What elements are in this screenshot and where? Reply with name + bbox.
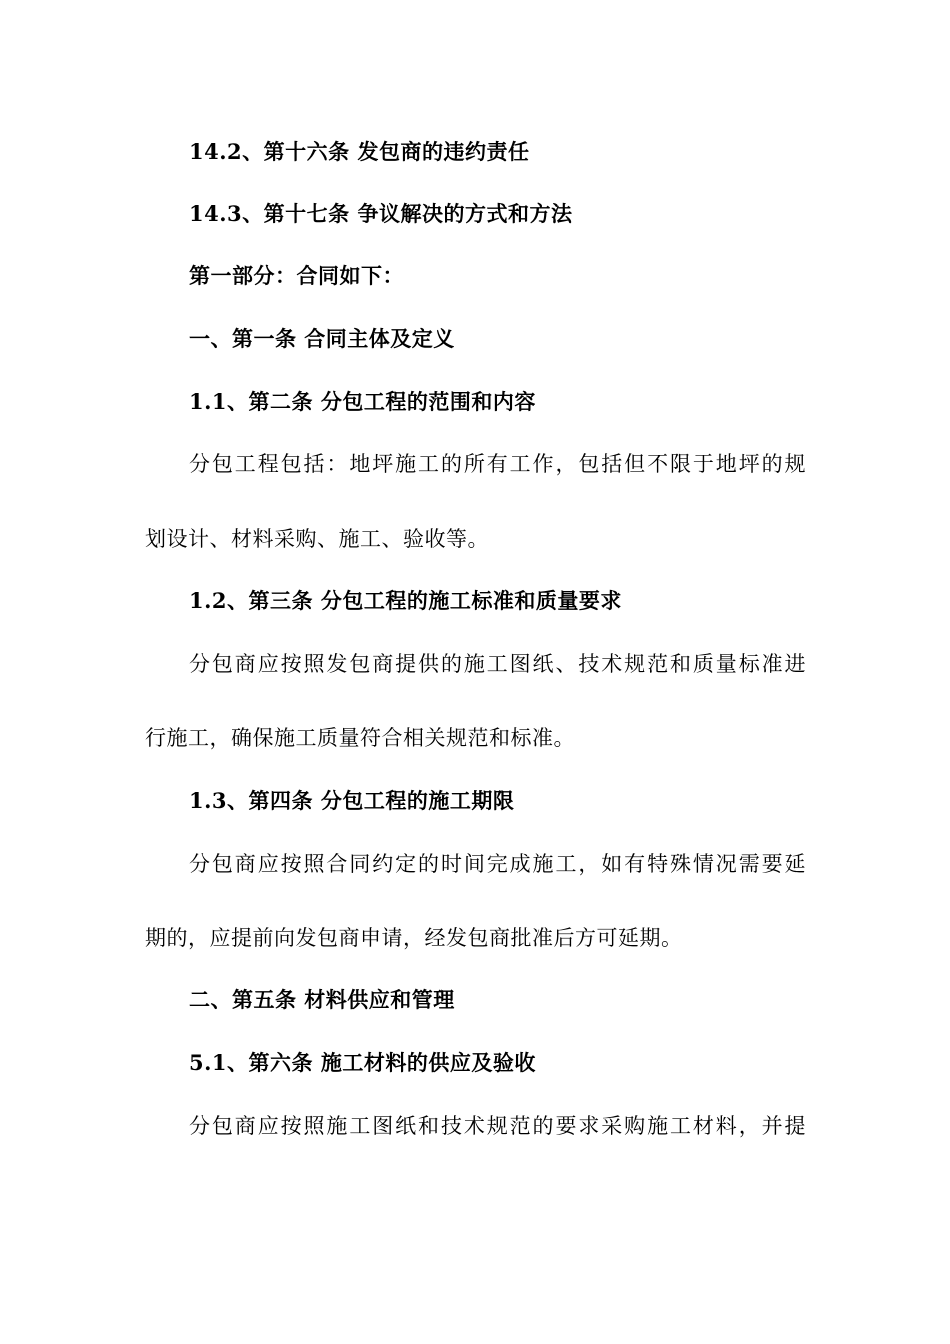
paragraph-line: 分包工程包括：地坪施工的所有工作，包括但不限于地坪的规	[189, 452, 806, 476]
paragraph-line: 划设计、材料采购、施工、验收等。	[145, 527, 489, 551]
paragraph-line: 分包商应按照发包商提供的施工图纸、技术规范和质量标准进	[189, 652, 806, 676]
heading-section-1: 一、第一条 合同主体及定义	[189, 326, 455, 351]
paragraph-line: 期的，应提前向发包商申请，经发包商批准后方可延期。	[145, 926, 683, 950]
heading-part-one: 第一部分：合同如下：	[189, 263, 404, 288]
heading-1-1: 1.1、第二条 分包工程的范围和内容	[189, 389, 536, 414]
heading-1-3: 1.3、第四条 分包工程的施工期限	[189, 788, 515, 813]
paragraph-line: 行施工，确保施工质量符合相关规范和标准。	[145, 726, 575, 750]
heading-section-2: 二、第五条 材料供应和管理	[189, 987, 455, 1012]
heading-14-2: 14.2、第十六条 发包商的违约责任	[189, 139, 530, 164]
heading-1-2: 1.2、第三条 分包工程的施工标准和质量要求	[189, 588, 622, 613]
heading-14-3: 14.3、第十七条 争议解决的方式和方法	[189, 201, 573, 226]
heading-5-1: 5.1、第六条 施工材料的供应及验收	[189, 1050, 536, 1075]
paragraph-line: 分包商应按照施工图纸和技术规范的要求采购施工材料，并提	[189, 1114, 806, 1138]
paragraph-line: 分包商应按照合同约定的时间完成施工，如有特殊情况需要延	[189, 852, 806, 876]
